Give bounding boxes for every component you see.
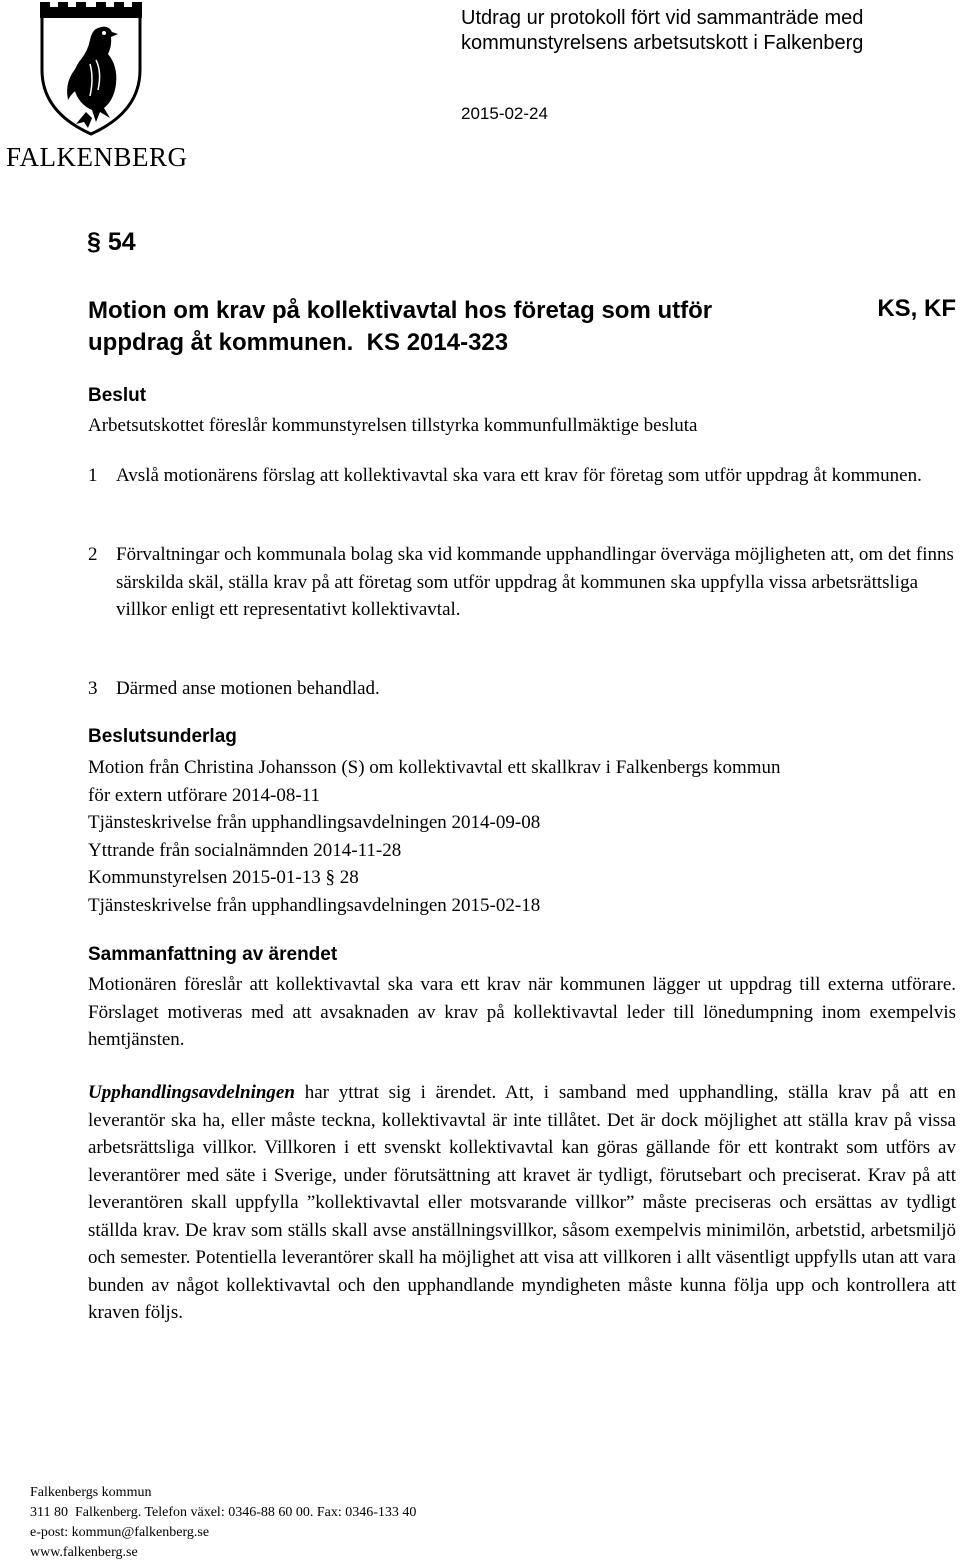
list-item: Tjänsteskrivelse från upphandlingsavdelningen 2014-09-08	[88, 812, 541, 833]
paragraph-body: har yttrat sig i ärendet. Att, i samband med upphandling, ställa krav på att en leverantör ska ha, eller måste teckna, kollektivavtal är inte tillåtet. Det är dock möjlighet att ställa krav på vissa arbetsrättsliga villkor. Villkoren i ett svenskt kollektivavtal kan göras gällande för ett kontrakt som utförs av leverantörer med säte i Sverige, under förutsättning att kravet är tydligt, förutsebart och preciserat. Krav på att leverantören skall uppfylla ”kollektivavtal eller motsvarande villkor” måste preciseras och ersättas av tydligt ställda krav. De krav som ställs skall avse anställningsvillkor, såsom exempelvis minimilön, arbetstid, arbetsmiljö och semester. Potentiella leverantörer skall ha möjlighet att visa att villkoren i allt väsentligt uppfylls utan att vara bunden av något kollektivavtal och den upphandlande myndigheten måste kunna följa upp och kontrollera att kraven följs.	[88, 1082, 956, 1323]
list-item-number: 2	[88, 544, 98, 565]
summary-paragraph	[88, 1079, 956, 1327]
meeting-date: 2015-02-24	[461, 104, 548, 123]
beslutsunderlag-list	[88, 754, 956, 919]
paragraph-number: § 54	[87, 228, 136, 256]
footer-address: 311 80 Falkenberg. Telefon växel: 0346-88 60 00. Fax: 0346-133 40	[30, 1505, 417, 1520]
list-item: Tjänsteskrivelse från upphandlingsavdelningen 2015-02-18	[88, 894, 541, 916]
case-title-line: uppdrag åt kommunen. KS 2014-323	[88, 329, 509, 356]
summary-paragraph: Motionären föreslår att kollektivavtal ska vara ett krav när kommunen lägger ut uppdrag till externa utförare. Förslaget motiveras med att avsaknaden av krav på kollektivavtal leder till lönedumpning inom exempelvis hemtjänsten.	[88, 974, 956, 1050]
list-item: för extern utförare 2014-08-11	[88, 784, 320, 806]
list-item: Kommunstyrelsen 2015-01-13 § 28	[88, 867, 359, 888]
case-title	[88, 295, 828, 359]
list-item-number: 3	[88, 678, 98, 699]
department-name: Upphandlingsavdelningen	[88, 1082, 295, 1103]
list-item-text: Därmed anse motionen behandlad.	[116, 678, 380, 699]
list-item-text: Förvaltningar och kommunala bolag ska vid kommande upphandlingar överväga möjligheten att, om det finns särskilda skäl, ställa krav på att företag som utför uppdrag åt kommunen ska uppfylla vissa arbetsrättsliga villkor enligt ett representativt kollektivavtal.	[116, 544, 954, 620]
header-title-line: Utdrag ur protokoll fört vid sammanträde med	[461, 7, 864, 29]
footer-org: Falkenbergs kommun	[30, 1485, 152, 1500]
sammanfattning-heading: Sammanfattning av ärendet	[88, 944, 338, 965]
list-item	[88, 462, 956, 490]
list-item-text: Avslå motionärens förslag att kollektivavtal ska vara ett krav för företag som utför uppdrag åt kommunen.	[116, 465, 922, 486]
footer-email[interactable]: e-post: kommun@falkenberg.se	[30, 1525, 210, 1540]
list-item	[88, 675, 956, 703]
logo-wordmark: FALKENBERG	[6, 142, 188, 172]
case-title-line: Motion om krav på kollektivavtal hos företag som utför	[88, 297, 713, 324]
header-title-line: kommunstyrelsens arbetsutskott i Falkenberg	[461, 32, 864, 54]
footer	[30, 1483, 416, 1563]
municipality-logo	[6, 0, 188, 175]
list-item: Yttrande från socialnämnden 2014-11-28	[88, 839, 402, 861]
list-item: Motion från Christina Johansson (S) om kollektivavtal ett skallkrav i Falkenbergs kommun	[88, 757, 781, 778]
footer-website[interactable]: www.falkenberg.se	[30, 1545, 138, 1560]
beslut-heading: Beslut	[88, 385, 147, 406]
beslut-intro: Arbetsutskottet föreslår kommunstyrelsen tillstyrka kommunfullmäktige besluta	[88, 415, 698, 436]
case-destination-label: KS, KF	[877, 295, 956, 322]
beslutsunderlag-heading: Beslutsunderlag	[88, 726, 237, 747]
protocol-header-title	[461, 6, 941, 56]
list-item	[88, 541, 956, 624]
falcon-crest-icon	[38, 0, 144, 136]
list-item-number: 1	[88, 465, 98, 486]
